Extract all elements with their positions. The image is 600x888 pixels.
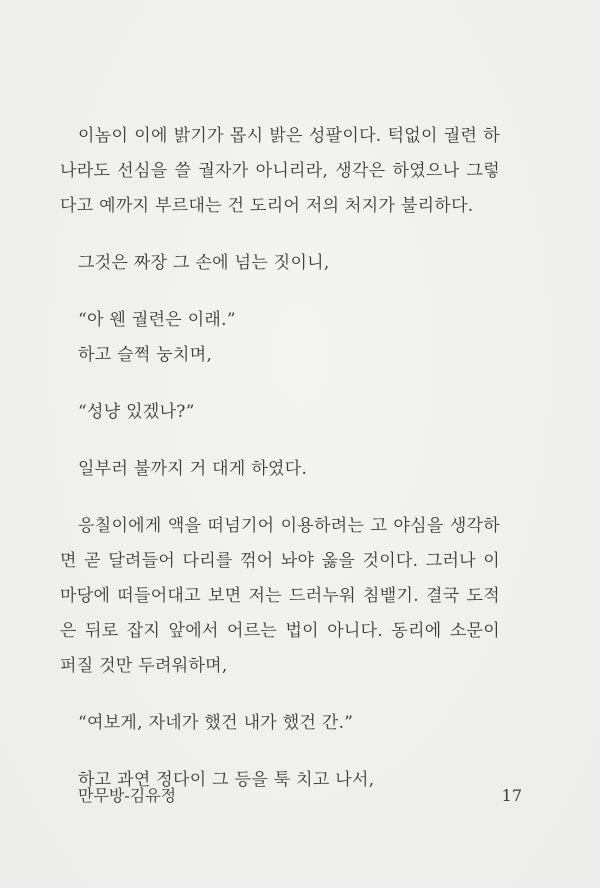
page-footer — [78, 786, 522, 806]
narration-paragraph: 하고 과연 정다이 그 등을 툭 치고 나서, — [78, 770, 375, 790]
page-number: 17 — [501, 786, 522, 805]
narration-paragraph: 이놈이 이에 밝기가 몹시 밝은 성팔이다. 턱없이 궐련 하나라도 선심을 쓸 궐자가 아니리라, 생각은 하였으나 그렇다고 예까지 부르대는 건 도리어 저의 처지가 불리하다. — [60, 126, 500, 216]
narration-paragraph: 응칠이에게 액을 떠넘기어 이용하려는 고 야심을 생각하면 곧 달려들어 다리를 꺾어 놔야 옳을 것이다. 그러나 이 마당에 떠들어대고 보면 저는 드러누워 침뱉기. 결국 도적은 뒤로 잡지 앞에서 어르는 법이 아니다. 동리에 소문이 퍼질 것만 두려워하며, — [60, 516, 500, 676]
dialogue-paragraph: “아 웬 궐련은 이래.” — [78, 310, 236, 330]
narration-paragraph: 그것은 짜장 그 손에 넘는 짓이니, — [78, 253, 330, 273]
dialogue-paragraph: “여보게, 자네가 했건 내가 했건 간.” — [78, 713, 354, 733]
narration-paragraph: 하고 슬쩍 눙치며, — [78, 345, 213, 365]
dialogue-paragraph: “성냥 있겠나?” — [78, 402, 195, 422]
book-title: 만무방-김유정 — [78, 786, 177, 805]
narration-paragraph: 일부러 불까지 거 대게 하였다. — [78, 459, 308, 479]
